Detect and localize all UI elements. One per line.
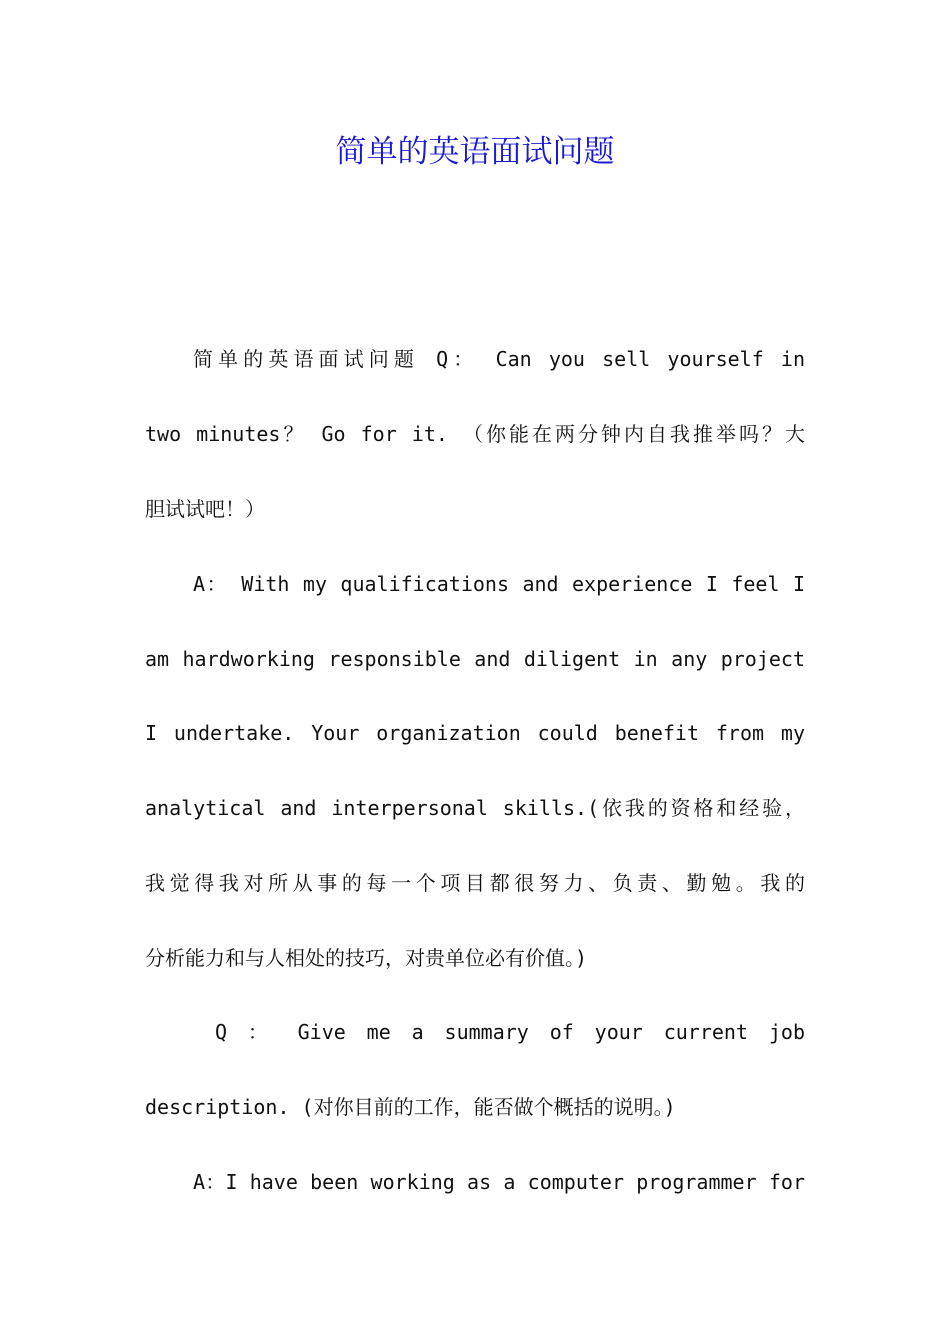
text-line-7: analytical and interpersonal skills.(依我的资格和经验， xyxy=(145,796,805,820)
text-line-8: 我觉得我对所从事的每一个项目都很努力、负责、勤勉。我的 xyxy=(145,871,805,895)
text-line-2: two minutes？ Go for it. （你能在两分钟内自我推举吗？大 xyxy=(145,422,805,446)
document-title: 简单的英语面试问题 xyxy=(335,134,615,170)
text-line-11: description. (对你目前的工作，能否做个概括的说明。) xyxy=(145,1095,676,1119)
text-line-10: Q ： Give me a summary of your current job xyxy=(215,1020,805,1044)
text-line-1: 简单的英语面试问题 Q： Can you sell yourself in xyxy=(193,347,805,371)
text-line-3: 胆试试吧！） xyxy=(145,497,265,521)
text-line-12: A：I have been working as a computer programmer for xyxy=(193,1170,805,1194)
text-line-5: am hardworking responsible and diligent in any project xyxy=(145,647,805,671)
text-line-4: A： With my qualifications and experience I feel I xyxy=(193,572,805,596)
text-line-6: I undertake. Your organization could benefit from my xyxy=(145,721,805,745)
text-line-9: 分析能力和与人相处的技巧，对贵单位必有价值。) xyxy=(145,946,588,970)
